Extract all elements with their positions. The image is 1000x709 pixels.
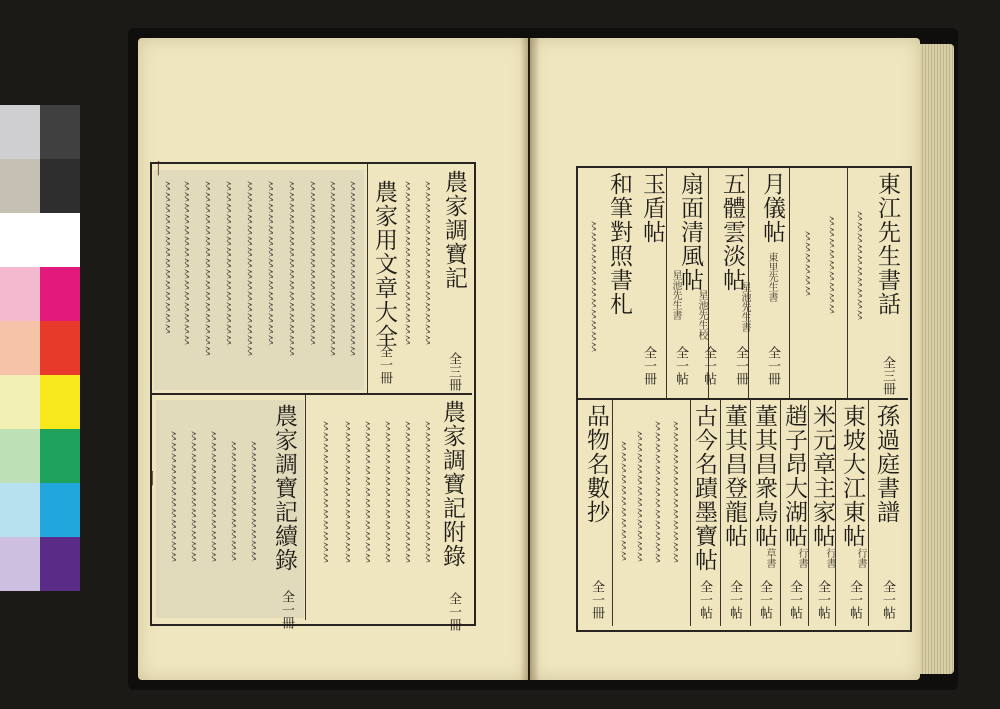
color-swatch-left	[0, 375, 40, 429]
color-swatch-right	[40, 375, 80, 429]
right-top-note-1: 〻〻〻〻〻〻〻〻〻〻	[852, 210, 866, 320]
color-swatch-right	[40, 321, 80, 375]
column-rule	[847, 168, 848, 398]
color-swatch-right	[40, 483, 80, 537]
left-note-14: 〻〻〻〻〻〻〻〻〻〻〻〻〻	[400, 420, 414, 563]
left-title-1: 農家調寶記	[441, 170, 467, 290]
left-note-21: 〻〻〻〻〻〻〻〻〻〻〻〻	[206, 430, 220, 562]
color-swatch-right	[40, 105, 80, 159]
color-swatch-right	[40, 213, 80, 267]
left-note-8: 〻〻〻〻〻〻〻〻〻〻〻〻〻〻〻〻	[242, 180, 256, 356]
right-bottom-title-5: 董其昌衆鳥帖	[751, 404, 777, 548]
color-calibration-bar	[0, 105, 80, 595]
color-swatch-left	[0, 213, 40, 267]
color-swatch-left	[0, 321, 40, 375]
right-top-author-3: 星池先生書	[739, 282, 750, 332]
right-top-title-4: 扇面清風帖	[677, 172, 703, 292]
left-note-22: 〻〻〻〻〻〻〻〻〻〻〻〻	[186, 430, 200, 562]
color-swatch-right	[40, 267, 80, 321]
right-bottom-title-2: 東坡大江東帖	[839, 404, 865, 548]
page-edges	[920, 44, 954, 674]
left-note-9: 〻〻〻〻〻〻〻〻〻〻〻〻〻〻〻	[221, 180, 235, 345]
left-margin-mark-2: ⼁	[142, 470, 161, 486]
left-volume-1: 全三冊	[446, 352, 461, 391]
right-bottom-volume-5: 全一帖	[757, 580, 772, 619]
color-swatch-right	[40, 159, 80, 213]
left-note-13: 〻〻〻〻〻〻〻〻〻〻〻〻〻	[420, 420, 434, 563]
right-bottom-title-7: 古今名蹟墨寶帖	[691, 404, 717, 572]
right-top-volume-3: 全一冊	[733, 346, 748, 385]
left-title-3: 農家調寶記附錄	[439, 400, 465, 568]
color-swatch-right	[40, 537, 80, 591]
right-bottom-volume-1: 全一帖	[880, 580, 895, 619]
left-title-2: 農家用文章大全	[371, 180, 397, 348]
right-bottom-author-5: 草書	[764, 548, 775, 568]
right-bottom-title-1: 孫過庭書譜	[873, 404, 899, 524]
right-top-title-6: 和筆對照書札	[606, 172, 632, 316]
right-bottom-title-6: 董其昌登龍帖	[721, 404, 747, 548]
color-swatch-right	[40, 429, 80, 483]
right-bottom-author-4: 行書	[796, 548, 807, 568]
column-rule	[612, 400, 613, 626]
right-top-volume-1: 全三冊	[880, 356, 895, 395]
right-top-title-2: 月儀帖	[759, 172, 785, 244]
right-bottom-volume-3: 全一帖	[815, 580, 830, 619]
color-swatch-left	[0, 105, 40, 159]
left-note-6: 〻〻〻〻〻〻〻〻〻〻〻〻〻〻〻〻	[284, 180, 298, 356]
left-volume-4: 全一冊	[279, 590, 294, 629]
right-top-author-4: 星池先生校	[696, 290, 707, 340]
left-page-divider	[152, 393, 472, 395]
right-bottom-title-3: 米元章主家帖	[809, 404, 835, 548]
right-bottom-note-c: 〻〻〻〻〻〻〻〻〻〻〻〻	[632, 430, 646, 562]
left-note-20: 〻〻〻〻〻〻〻〻〻〻〻	[226, 440, 240, 561]
left-note-4: 〻〻〻〻〻〻〻〻〻〻〻〻〻〻〻〻	[325, 180, 339, 356]
right-top-title-5: 玉盾帖	[639, 172, 665, 244]
color-swatch-left	[0, 483, 40, 537]
right-bottom-volume-7: 全一帖	[697, 580, 712, 619]
column-rule	[868, 400, 869, 626]
left-margin-mark: ⼁	[148, 160, 167, 176]
right-top-author-2: 東里先生書	[766, 252, 777, 302]
left-volume-3: 全一冊	[446, 592, 461, 631]
right-top-volume-5: 全一帖	[673, 346, 688, 385]
right-top-note-2: 〻〻〻〻〻〻〻〻〻	[824, 215, 838, 314]
left-note-1: 〻〻〻〻〻〻〻〻〻〻〻〻〻〻〻	[420, 180, 434, 345]
right-top-note-6: 〻〻〻〻〻〻〻〻〻〻〻〻	[586, 220, 600, 352]
left-volume-2: 全一冊	[377, 345, 392, 384]
left-note-12: 〻〻〻〻〻〻〻〻〻〻〻〻〻〻	[160, 180, 174, 334]
column-rule	[666, 168, 667, 398]
right-bottom-title-8: 品物名數抄	[583, 404, 609, 524]
column-rule	[789, 168, 790, 398]
right-top-author-5: 星池先生書	[670, 270, 681, 320]
color-swatch-left	[0, 537, 40, 591]
right-top-volume-2: 全一冊	[765, 346, 780, 385]
right-top-volume-6: 全一冊	[641, 346, 656, 385]
left-note-16: 〻〻〻〻〻〻〻〻〻〻〻〻〻	[360, 420, 374, 563]
left-title-4: 農家調寶記續錄	[271, 404, 297, 572]
right-bottom-title-4: 趙子昂大湖帖	[781, 404, 807, 548]
right-top-title-1: 東江先生書話	[874, 172, 900, 316]
right-bottom-volume-4: 全一帖	[787, 580, 802, 619]
color-swatch-left	[0, 429, 40, 483]
right-top-volume-4: 全一帖	[701, 346, 716, 385]
right-bottom-author-3: 行書	[824, 548, 835, 568]
column-rule	[367, 164, 368, 393]
right-top-note-3: 〻〻〻〻〻〻	[800, 230, 814, 296]
left-note-18: 〻〻〻〻〻〻〻〻〻〻〻〻〻	[318, 420, 332, 563]
left-note-23: 〻〻〻〻〻〻〻〻〻〻〻〻	[166, 430, 180, 562]
right-bottom-volume-2: 全一帖	[847, 580, 862, 619]
column-rule	[305, 395, 306, 620]
right-page-divider	[578, 398, 908, 400]
left-note-3: 〻〻〻〻〻〻〻〻〻〻〻〻〻〻〻〻	[345, 180, 359, 356]
right-top-title-3: 五體雲淡帖	[719, 172, 745, 292]
right-bottom-note-b: 〻〻〻〻〻〻〻〻〻〻〻〻〻	[650, 420, 664, 563]
right-bottom-author-2: 行書	[855, 548, 866, 568]
left-note-15: 〻〻〻〻〻〻〻〻〻〻〻〻〻	[380, 420, 394, 563]
left-note-10: 〻〻〻〻〻〻〻〻〻〻〻〻〻〻〻〻	[200, 180, 214, 356]
book-gutter	[520, 38, 540, 680]
color-swatch-left	[0, 159, 40, 213]
left-note-2: 〻〻〻〻〻〻〻〻〻〻〻〻〻〻〻	[400, 180, 414, 345]
left-note-5: 〻〻〻〻〻〻〻〻〻〻〻〻〻〻〻	[305, 180, 319, 345]
column-rule	[835, 400, 836, 626]
color-swatch-left	[0, 267, 40, 321]
left-note-7: 〻〻〻〻〻〻〻〻〻〻〻〻〻〻〻	[263, 180, 277, 345]
left-note-17: 〻〻〻〻〻〻〻〻〻〻〻〻〻	[340, 420, 354, 563]
right-bottom-volume-6: 全一帖	[727, 580, 742, 619]
right-bottom-note-d: 〻〻〻〻〻〻〻〻〻〻〻	[616, 440, 630, 561]
right-bottom-volume-8: 全一冊	[589, 580, 604, 619]
left-note-11: 〻〻〻〻〻〻〻〻〻〻〻〻〻〻〻	[179, 180, 193, 345]
right-bottom-note-a: 〻〻〻〻〻〻〻〻〻〻〻〻〻	[668, 420, 682, 563]
left-note-19: 〻〻〻〻〻〻〻〻〻〻〻	[246, 440, 260, 561]
